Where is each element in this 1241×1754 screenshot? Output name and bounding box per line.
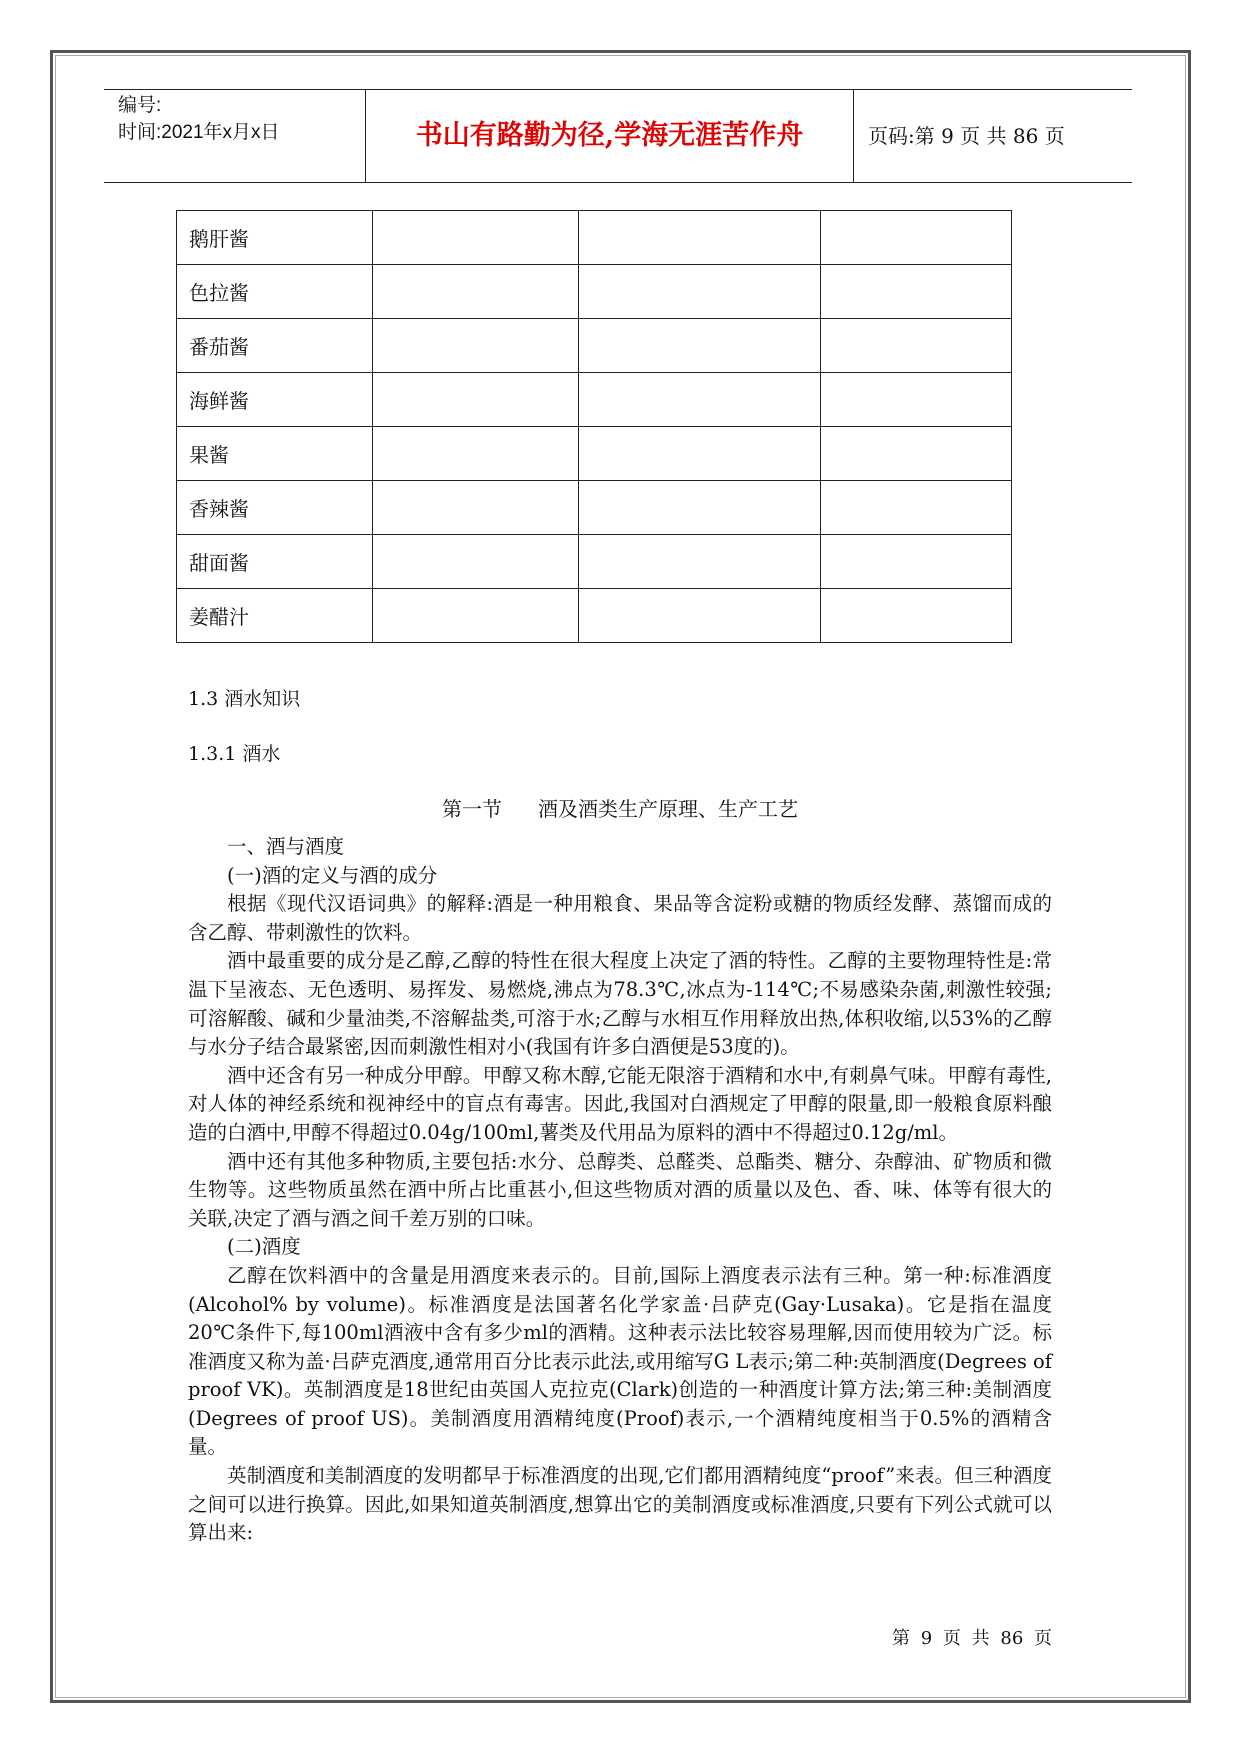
table-cell-name: 番茄酱 xyxy=(177,319,373,373)
table-cell xyxy=(821,319,1012,373)
table-cell xyxy=(821,265,1012,319)
body-text xyxy=(188,833,1052,1548)
sauce-table xyxy=(176,210,1012,643)
header-meta xyxy=(104,90,366,182)
table-cell xyxy=(821,211,1012,265)
table-cell xyxy=(373,373,579,427)
header-motto: 书山有路勤为径,学海无涯苦作舟 xyxy=(366,90,854,182)
table-cell xyxy=(373,535,579,589)
paragraph: 英制酒度和美制酒度的发明都早于标准酒度的出现,它们都用酒精纯度“proof”来表。但三种酒度之间可以进行换算。因此,如果知道英制酒度,想算出它的美制酒度或标准酒度,只要有下列公式就可以算出来: xyxy=(188,1464,1052,1545)
chapter-number: 第一节 xyxy=(442,797,502,821)
table-row xyxy=(177,589,1012,643)
paragraph: (二)酒度 xyxy=(227,1235,301,1259)
table-cell xyxy=(821,481,1012,535)
table-cell-name: 姜醋汁 xyxy=(177,589,373,643)
table-cell-name: 果酱 xyxy=(177,427,373,481)
table-row xyxy=(177,265,1012,319)
table-cell xyxy=(373,211,579,265)
table-cell xyxy=(373,427,579,481)
table-cell xyxy=(579,265,821,319)
document-number-label: 编号: xyxy=(118,95,162,116)
table-row xyxy=(177,481,1012,535)
paragraph: 乙醇在饮料酒中的含量是用酒度来表示的。目前,国际上酒度表示法有三种。第一种:标准酒度(Alcohol% by volume)。标准酒度是法国著名化学家盖·吕萨克(Gay·Lusaka)。它是指在温度20℃条件下,每100ml酒液中含有多少ml的酒精。这种表示法比较容易理解,因而使用较为广泛。标准酒度又称为盖·吕萨克酒度,通常用百分比表示此法,或用缩写G L表示;第二种:英制酒度(Degrees of proof VK)。英制酒度是18世纪由英国人克拉克(Clark)创造的一种酒度计算方法;第三种:美制酒度(Degrees of proof US)。美制酒度用酒精纯度(Proof)表示,一个酒精纯度相当于0.5%的酒精含量。 xyxy=(188,1263,1052,1459)
page-footer: 第 9 页 共 86 页 xyxy=(892,1628,1052,1649)
table-row xyxy=(177,319,1012,373)
header-page-number: 页码:第 9 页 共 86 页 xyxy=(868,124,1065,148)
paragraph: (一)酒的定义与酒的成分 xyxy=(227,863,438,887)
table-cell-name: 甜面酱 xyxy=(177,535,373,589)
chapter-title xyxy=(188,793,1052,822)
paragraph: 酒中还有其他多种物质,主要包括:水分、总醇类、总醛类、总酯类、糖分、杂醇油、矿物质和微生物等。这些物质虽然在酒中所占比重甚小,但这些物质对酒的质量以及色、香、味、体等有很大的关联,决定了酒与酒之间千差万别的口味。 xyxy=(188,1149,1052,1230)
table-row xyxy=(177,535,1012,589)
section-heading-1-3: 1.3 酒水知识 xyxy=(188,688,301,710)
paragraph: 一、酒与酒度 xyxy=(227,835,345,858)
table-row xyxy=(177,427,1012,481)
table-cell xyxy=(373,589,579,643)
table-cell-name: 香辣酱 xyxy=(177,481,373,535)
table-row xyxy=(177,373,1012,427)
table-cell-name: 海鲜酱 xyxy=(177,373,373,427)
table-cell-name: 色拉酱 xyxy=(177,265,373,319)
table-cell xyxy=(579,535,821,589)
paragraph: 酒中还含有另一种成分甲醇。甲醇又称木醇,它能无限溶于酒精和水中,有刺鼻气味。甲醇有毒性,对人体的神经系统和视神经中的盲点有毒害。因此,我国对白酒规定了甲醇的限量,即一般粮食原料酿造的白酒中,甲醇不得超过0.04g/100ml,薯类及代用品为原料的酒中不得超过0.12g/ml。 xyxy=(188,1063,1052,1144)
table-cell xyxy=(579,481,821,535)
table-cell xyxy=(373,319,579,373)
table-cell xyxy=(579,319,821,373)
table-cell xyxy=(821,589,1012,643)
table-cell xyxy=(579,373,821,427)
table-cell xyxy=(579,427,821,481)
table-cell xyxy=(373,481,579,535)
page-header xyxy=(104,89,1132,183)
table-cell xyxy=(579,589,821,643)
table-cell xyxy=(373,265,579,319)
table-cell-name: 鹅肝酱 xyxy=(177,211,373,265)
chapter-name: 酒及酒类生产原理、生产工艺 xyxy=(538,797,798,821)
table-row xyxy=(177,211,1012,265)
table-cell xyxy=(821,373,1012,427)
table-cell xyxy=(821,535,1012,589)
paragraph: 根据《现代汉语词典》的解释:酒是一种用粮食、果品等含淀粉或糖的物质经发酵、蒸馏而成的含乙醇、带刺激性的饮料。 xyxy=(188,892,1052,944)
section-heading-1-3-1: 1.3.1 酒水 xyxy=(188,743,281,765)
document-time-label: 时间:2021年x月x日 xyxy=(118,122,280,143)
table-cell xyxy=(821,427,1012,481)
paragraph: 酒中最重要的成分是乙醇,乙醇的特性在很大程度上决定了酒的特性。乙醇的主要物理特性是:常温下呈液态、无色透明、易挥发、易燃烧,沸点为78.3℃,冰点为-114℃;不易感染杂菌,刺激性较强;可溶解酸、碱和少量油类,不溶解盐类,可溶于水;乙醇与水相互作用释放出热,体积收缩,以53%的乙醇与水分子结合最紧密,因而刺激性相对小(我国有许多白酒便是53度的)。 xyxy=(188,949,1052,1059)
table-cell xyxy=(579,211,821,265)
